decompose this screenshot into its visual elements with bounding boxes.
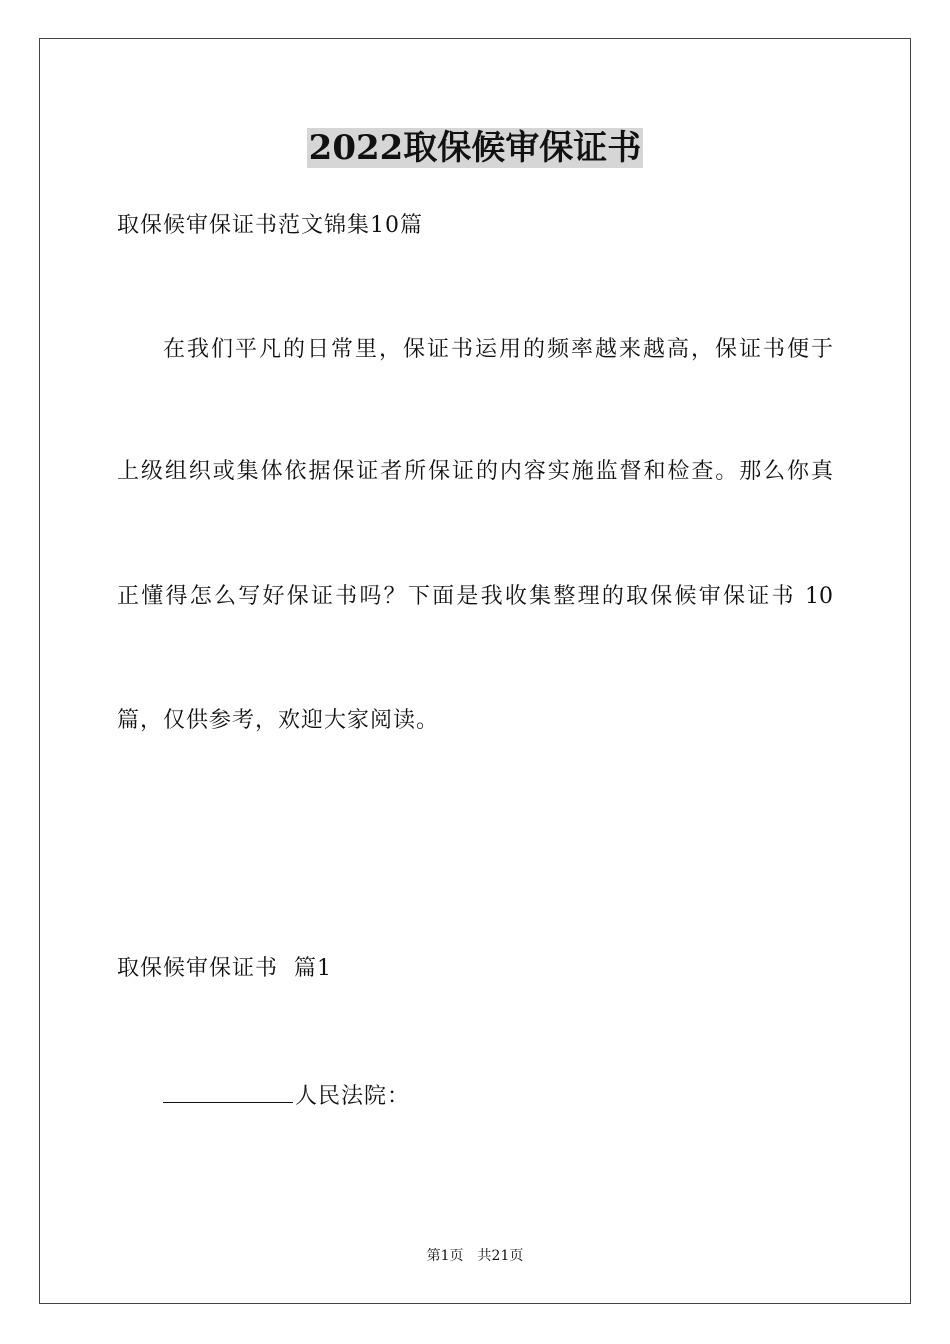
document-title-text: 2022取保候审保证书 [308, 128, 642, 168]
page-number-total: 共21页 [477, 1248, 524, 1264]
addressee-line [163, 1080, 410, 1112]
intro-line-2: 上级组织或集体依据保证者所保证的内容实施监督和检查。那么你真 [117, 459, 833, 484]
intro-line-1: 在我们平凡的日常里，保证书运用的频率越来越高，保证书便于 [163, 337, 833, 362]
section-heading: 取保候审保证书 篇1 [117, 956, 332, 981]
page-number-current: 第1页 [426, 1248, 464, 1264]
document-title [0, 124, 950, 172]
document-subtitle: 取保候审保证书范文锦集10篇 [117, 213, 423, 238]
fill-in-blank [163, 1080, 293, 1103]
addressee-text: 人民法院： [295, 1084, 411, 1109]
page-footer [0, 1246, 950, 1266]
intro-line-3: 正懂得怎么写好保证书吗？下面是我收集整理的取保候审保证书 10 [117, 584, 833, 609]
intro-line-4: 篇，仅供参考，欢迎大家阅读。 [117, 708, 440, 733]
